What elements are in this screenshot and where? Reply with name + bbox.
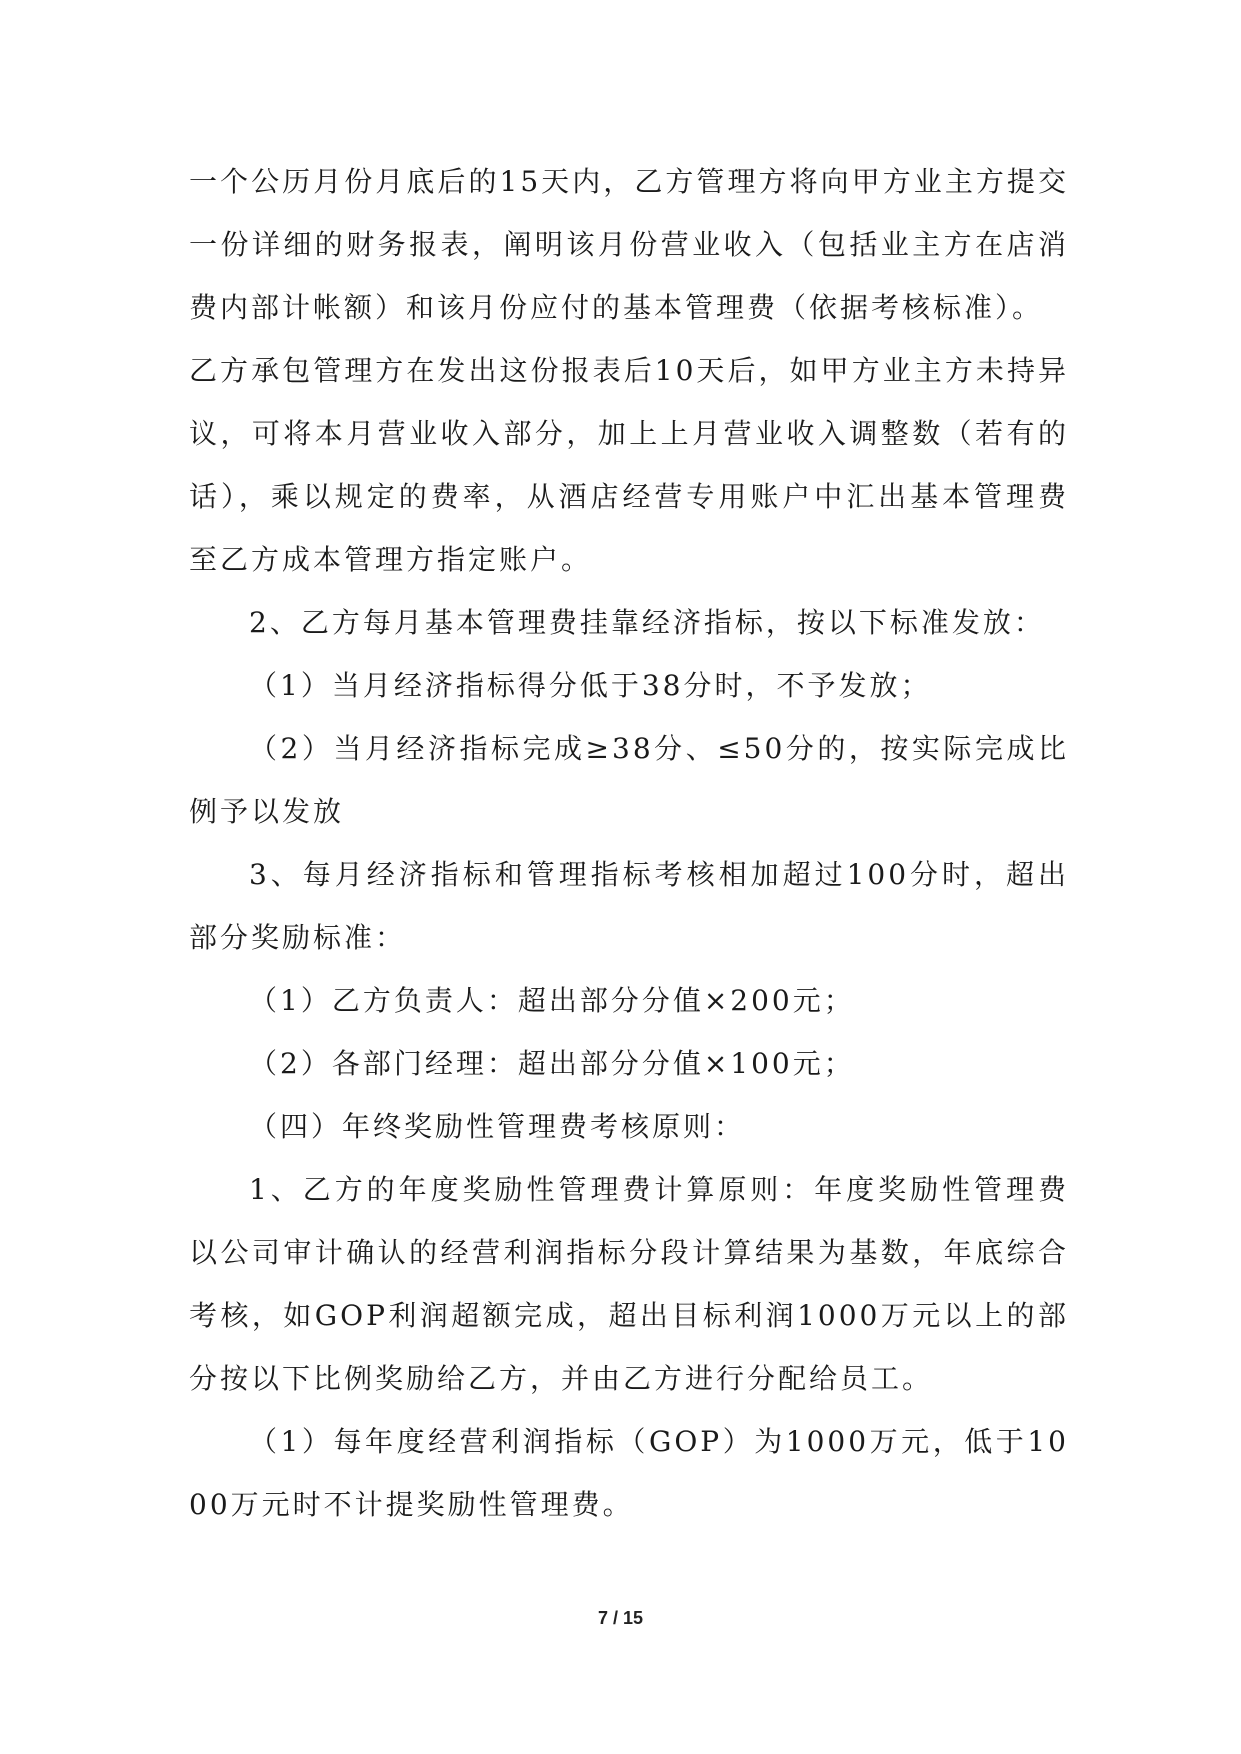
paragraph-2: 乙方承包管理方在发出这份报表后10天后，如甲方业主方未持异议，可将本月营业收入部分，加上上月营业收入调整数（若有的话），乘以规定的费率，从酒店经营专用账户中汇出基本管理费至乙方成本管理方指定账户。	[189, 354, 1069, 576]
paragraph-9: （四）年终奖励性管理费考核原则：	[249, 1110, 746, 1143]
paragraph-1: 一个公历月份月底后的15天内，乙方管理方将向甲方业主方提交一份详细的财务报表，阐明该月份营业收入（包括业主方在店消费内部计帐额）和该月份应付的基本管理费（依据考核标准）。	[189, 165, 1069, 324]
page-number: 7 / 15	[597, 1608, 644, 1628]
paragraph-6: 3、每月经济指标和管理指标考核相加超过100分时，超出部分奖励标准：	[189, 858, 1069, 954]
paragraph-5: （2）当月经济指标完成≥38分、≤50分的，按实际完成比例予以发放	[189, 732, 1069, 828]
paragraph-7: （1）乙方负责人：超出部分分值×200元；	[249, 984, 855, 1017]
paragraph-11: （1）每年度经营利润指标（GOP）为1000万元，低于1000万元时不计提奖励性管理费。	[189, 1425, 1069, 1521]
document-body	[189, 150, 1069, 1536]
paragraph-4: （1）当月经济指标得分低于38分时，不予发放；	[249, 669, 932, 702]
paragraph-10: 1、乙方的年度奖励性管理费计算原则：年度奖励性管理费以公司审计确认的经营利润指标分段计算结果为基数，年底综合考核，如GOP利润超额完成，超出目标利润1000万元以上的部分按以下比例奖励给乙方，并由乙方进行分配给员工。	[189, 1173, 1069, 1395]
paragraph-8: （2）各部门经理：超出部分分值×100元；	[249, 1047, 855, 1080]
paragraph-3: 2、乙方每月基本管理费挂靠经济指标，按以下标准发放：	[249, 606, 1045, 639]
